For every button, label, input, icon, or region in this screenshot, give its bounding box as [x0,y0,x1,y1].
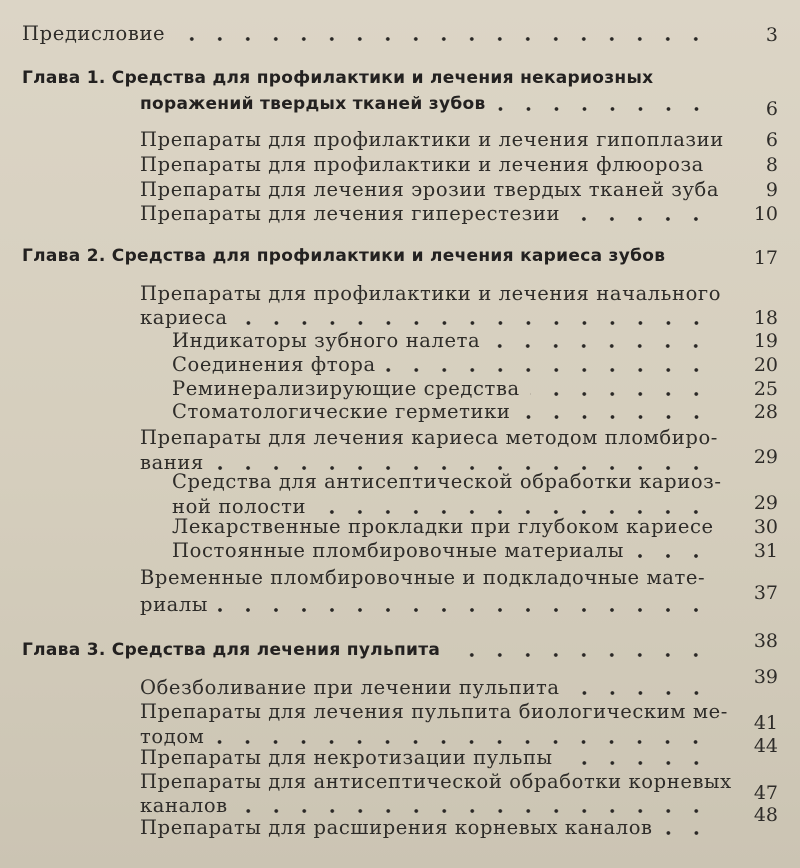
toc-page-number: 39 [753,666,778,688]
toc-entry [0,202,800,226]
toc-entry [0,282,800,332]
toc-entry-title: Лекарственные прокладки при глубоком кариесе [172,515,714,538]
toc-page-number: 6 [765,129,778,151]
toc-page-number: 31 [753,540,778,562]
dot-leader [496,107,710,111]
toc-page-number: 20 [753,354,778,376]
dot-leader [218,608,710,612]
toc-entry [0,426,800,476]
toc-entry-title: Препараты для профилактики и лечения начального [140,282,722,305]
dot-leader [490,344,710,348]
toc-entry-title: Обезболивание при лечении пульпита [140,676,560,699]
toc-entry-title-continued: ной полости [172,495,307,518]
toc-entry-title-continued: риалы [140,593,209,616]
toc-entry-title: Препараты для некротизации пульпы [140,746,553,769]
toc-entry-title: Предисловие [22,22,166,45]
toc-page-number: 41 [753,712,778,734]
toc-entry-title: Препараты для профилактики и лечения гипоплазии [140,128,724,151]
toc-entry [0,700,800,750]
toc-page-number: 30 [753,516,778,538]
toc-entry-title: Препараты для расширения корневых каналов [140,816,653,839]
toc-chapter-1 [0,68,800,124]
toc-entry-title: Средства для антисептической обработки кариоз- [172,470,722,493]
toc-subentry [0,353,800,377]
dot-leader [214,740,710,744]
dot-leader [238,809,710,813]
toc-chapter-3 [0,630,800,666]
toc-entry-title: Индикаторы зубного налета [172,329,481,352]
toc-subentry [0,539,800,563]
toc-page-number: 9 [765,179,778,201]
toc-page-number: 29 [753,492,778,514]
dot-leader [634,554,710,558]
toc-page-number: 38 [753,630,778,652]
toc-page-number: 19 [753,330,778,352]
toc-entry-title: Глава 3. Средства для лечения пульпита [22,640,441,660]
toc-page-number: 37 [753,582,778,604]
toc-page-number: 29 [753,446,778,468]
toc-entry-title: Постоянные пломбировочные материалы [172,539,624,562]
toc-entry-title: Стоматологические герметики [172,400,511,423]
dot-leader [316,510,710,514]
toc-entry-title: Препараты для антисептической обработки корневых [140,770,732,793]
dot-leader [175,37,710,41]
toc-entry-title-continued: вания [140,451,204,474]
toc-subentry [0,377,800,401]
toc-entry [0,804,800,840]
toc-page-number: 6 [765,98,778,120]
toc-entry [0,666,800,700]
dot-leader [570,217,710,221]
toc-entry-title-continued: каналов [140,794,228,817]
toc-subentry [0,470,800,520]
toc-page-number: 8 [765,154,778,176]
toc-entry [0,566,800,616]
toc-entry [0,770,800,820]
toc-entry-title: Препараты для лечения пульпита биологическим ме- [140,700,728,723]
toc-entry-title: Препараты для профилактики и лечения флюороза [140,153,704,176]
toc-page-number: 47 [753,782,778,804]
toc-page-number: 44 [753,735,778,757]
toc-chapter-2 [0,246,800,272]
dot-leader [663,831,710,835]
toc-entry-title: Препараты для лечения гиперестезии [140,202,561,225]
dot-leader [570,691,710,695]
toc-entry-title-continued: тодом [140,725,205,748]
toc-entry-preface [0,22,800,50]
toc-entry [0,153,800,177]
dot-leader [530,392,710,396]
toc-subentry [0,515,800,539]
toc-entry-title: Препараты для лечения кариеса методом пломбиро- [140,426,718,449]
toc-entry-title: Временные пломбировочные и подкладочные мате- [140,566,706,589]
toc-page-number: 18 [753,307,778,329]
dot-leader [450,653,710,657]
toc-entry-title: Реминерализирующие средства [172,377,520,400]
dot-leader [521,415,710,419]
dot-leader [238,321,710,325]
dot-leader [563,761,710,765]
toc-entry-title: Глава 2. Средства для профилактики и лечения кариеса зубов [22,246,666,266]
toc-page-number: 48 [753,804,778,826]
toc-entry [0,178,800,202]
toc-page-number: 3 [765,24,778,46]
toc-entry [0,128,800,152]
toc-page-number: 17 [753,247,778,269]
toc-subentry [0,400,800,424]
toc-entry-title: Соединения фтора [172,353,376,376]
toc-page-number: 28 [753,401,778,423]
toc-page-number: 25 [753,378,778,400]
dot-leader [386,368,710,372]
toc-subentry [0,329,800,353]
toc-entry-title-continued: кариеса [140,306,228,329]
toc-page-number: 10 [753,203,778,225]
toc-entry-title-continued: поражений твердых тканей зубов [140,94,486,114]
toc-entry-title: Препараты для лечения эрозии твердых тканей зуба [140,178,720,201]
toc-entry-title: Глава 1. Средства для профилактики и лечения некариозных [22,68,654,88]
dot-leader [214,466,710,470]
